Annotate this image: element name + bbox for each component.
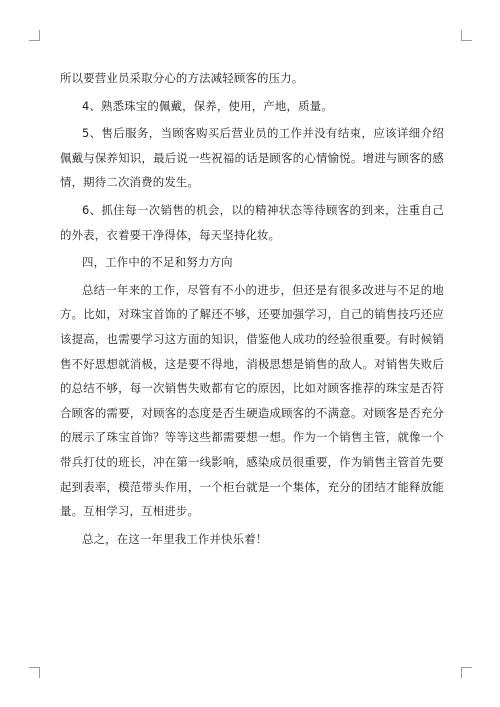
- paragraph-continuation: 所以要营业员采取分心的方法减轻顾客的压力。: [60, 71, 304, 85]
- crop-mark-top-left: [29, 30, 40, 41]
- document-body: [60, 66, 444, 554]
- paragraph-item-4: 4、熟悉珠宝的佩戴，保养，使用，产地，质量。: [82, 98, 333, 113]
- crop-mark-bottom-left: [29, 667, 40, 678]
- crop-mark-bottom-right: [461, 667, 472, 678]
- paragraph-item-6: 6、抓住每一次销售的机会，以的精神状态等待顾客的到来，注重自己的外表，衣着要干净得体，每天坚持化妆。: [60, 202, 444, 242]
- paragraph-conclusion: 总之，在这一年里我工作并快乐着！: [82, 531, 268, 546]
- crop-mark-top-right: [461, 30, 472, 41]
- paragraph-summary: 总结一年来的工作，尽管有不小的进步，但还是有很多改进与不足的地方。比如，对珠宝首饰的了解还不够，还要加强学习，自己的销售技巧还应该提高，也需要学习这方面的知识，借鉴他人成功的经验很重要。有时候销售不好思想就消极，这是要不得地，消极思想是销售的敌人。对销售失败后的总结不够，每一次销售失败都有它的原因，比如对顾客推荐的珠宝是否符合顾客的需要，对顾客的态度是否生硬造成顾客的不满意。对顾客是否充分的展示了珠宝首饰？等等这些都需要想一想。作为一个销售主管，就像一个带兵打仗的班长，冲在第一线影响，感染成员很重要，作为销售主管首先要起到表率，模范带头作用，一个柜台就是一个集体，充分的团结才能释放能量。互相学习，互相进步。: [60, 282, 444, 519]
- paragraph-item-5: 5、售后服务，当顾客购买后营业员的工作并没有结束，应该详细介绍佩戴与保养知识，最后说一些祝福的话是顾客的心情愉悦。增进与顾客的感情，期待二次消费的发生。: [60, 126, 444, 190]
- section-heading: 四，工作中的不足和努力方向: [82, 255, 233, 270]
